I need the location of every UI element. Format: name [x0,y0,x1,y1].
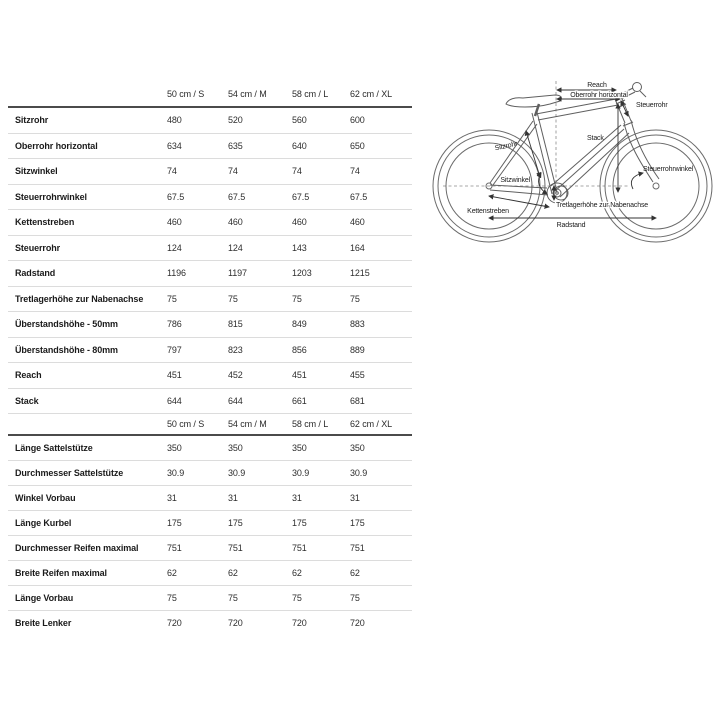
diagram-label-steuerrohrwinkel: Steuerrohrwinkel [643,166,694,173]
row-value-s: 480 [167,115,182,126]
diagram-label-reach: Reach [587,82,607,89]
row-value-s: 1196 [167,268,186,279]
row-value-xl: 751 [350,543,365,553]
size-header-xl: 62 cm / XL [350,419,393,429]
row-value-m: 75 [228,593,238,603]
table-row [8,338,412,364]
bike-geometry-diagram [428,70,720,248]
diagram-label-radstand: Radstand [556,222,586,229]
row-label: Kettenstreben [15,217,75,228]
row-label: Radstand [15,268,56,279]
size-header-xl: 62 cm / XL [350,89,393,99]
table-row [8,287,412,313]
row-value-s: 30.9 [167,468,185,478]
row-value-m: 720 [228,618,243,628]
size-header-row-top [8,82,412,108]
row-value-l: 640 [292,140,307,151]
row-value-l: 751 [292,543,307,553]
row-value-m: 644 [228,395,243,406]
row-value-m: 31 [228,493,238,503]
row-value-s: 460 [167,217,182,228]
size-header-l: 58 cm / L [292,89,329,99]
front-wheel-icon [600,130,712,242]
row-value-l: 75 [292,593,302,603]
row-value-l: 460 [292,217,307,228]
row-value-s: 451 [167,370,182,381]
row-value-m: 124 [228,242,243,253]
size-header-m: 54 cm / M [228,419,267,429]
row-value-s: 786 [167,319,182,330]
row-value-xl: 62 [350,568,360,578]
row-value-l: 856 [292,344,307,355]
row-label: Überstandshöhe - 50mm [15,319,118,330]
row-value-xl: 75 [350,293,360,304]
row-value-m: 815 [228,319,243,330]
diagram-label-oberrohr: Oberrohr horizontal [570,92,628,99]
row-value-m: 30.9 [228,468,246,478]
row-value-s: 62 [167,568,177,578]
diagram-label-steuerrohr: Steuerrohr [636,102,668,109]
row-value-s: 124 [167,242,182,253]
table-row [8,561,412,586]
row-value-s: 720 [167,618,182,628]
row-value-l: 75 [292,293,302,304]
table-row [8,134,412,160]
row-label: Breite Reifen maximal [15,568,107,578]
table-row [8,389,412,415]
row-value-m: 1197 [228,268,247,279]
row-value-xl: 455 [350,370,365,381]
row-label: Sitzrohr [15,115,49,126]
row-label: Winkel Vorbau [15,493,76,503]
row-label: Sitzwinkel [15,166,58,177]
row-value-m: 74 [228,166,238,177]
diagram-label-sitzwinkel: Sitzwinkel [500,177,530,184]
size-header-row-middle [8,414,412,436]
row-value-s: 74 [167,166,177,177]
row-value-m: 75 [228,293,238,304]
row-value-xl: 30.9 [350,468,368,478]
diagram-label-kettenstreben: Kettenstreben [467,208,509,215]
diagram-label-tretlagerhoehe: Tretlagerhöhe zur Nabenachse [556,202,649,209]
row-label: Überstandshöhe - 80mm [15,344,118,355]
table-row [8,363,412,389]
steuerrohrwinkel-arc [631,173,643,189]
table-row [8,586,412,611]
table-row [8,185,412,211]
row-value-s: 751 [167,543,182,553]
row-value-s: 75 [167,293,177,304]
row-value-m: 751 [228,543,243,553]
row-label: Steuerrohrwinkel [15,191,87,202]
row-value-s: 797 [167,344,182,355]
row-value-xl: 883 [350,319,365,330]
row-label: Länge Sattelstütze [15,443,93,453]
row-value-m: 635 [228,140,243,151]
row-label: Länge Vorbau [15,593,74,603]
table-section-frame-geometry [8,108,412,414]
row-value-m: 175 [228,518,243,528]
row-value-m: 823 [228,344,243,355]
table-row [8,611,412,635]
row-value-l: 31 [292,493,302,503]
row-label: Länge Kurbel [15,518,72,528]
table-row [8,312,412,338]
kettenstreben-arrow [489,196,549,207]
row-value-s: 350 [167,443,182,453]
row-value-l: 451 [292,370,307,381]
row-label: Tretlagerhöhe zur Nabenachse [15,293,144,304]
row-value-s: 644 [167,395,182,406]
table-row [8,511,412,536]
row-value-l: 62 [292,568,302,578]
row-value-m: 520 [228,115,243,126]
row-label: Durchmesser Reifen maximal [15,543,139,553]
table-row [8,461,412,486]
row-value-m: 350 [228,443,243,453]
row-value-l: 143 [292,242,307,253]
diagram-label-sitzrohr: Sitzrohr [494,140,519,153]
row-label: Oberrohr horizontal [15,140,98,151]
table-row [8,236,412,262]
table-row [8,536,412,561]
row-value-l: 1203 [292,268,312,279]
row-value-s: 175 [167,518,182,528]
row-value-l: 67.5 [292,191,310,202]
row-value-xl: 350 [350,443,365,453]
size-header-l: 58 cm / L [292,419,329,429]
row-value-s: 67.5 [167,191,185,202]
table-row [8,159,412,185]
diagram-label-stack: Stack [587,135,604,142]
row-value-xl: 74 [350,166,360,177]
size-header-m: 54 cm / M [228,89,267,99]
row-value-xl: 460 [350,217,365,228]
row-value-l: 560 [292,115,307,126]
row-value-s: 75 [167,593,177,603]
row-value-s: 31 [167,493,177,503]
row-value-xl: 75 [350,593,360,603]
row-value-l: 849 [292,319,307,330]
row-value-xl: 1215 [350,268,370,279]
table-section-components [8,436,412,635]
table-row [8,108,412,134]
row-value-xl: 889 [350,344,365,355]
row-value-s: 634 [167,140,182,151]
row-value-xl: 720 [350,618,365,628]
row-value-xl: 31 [350,493,360,503]
row-value-m: 452 [228,370,243,381]
row-value-m: 62 [228,568,238,578]
row-value-m: 460 [228,217,243,228]
row-value-xl: 681 [350,395,365,406]
table-row [8,436,412,461]
row-label: Reach [15,370,42,381]
row-value-l: 720 [292,618,307,628]
row-label: Steuerrohr [15,242,61,253]
row-value-l: 30.9 [292,468,310,478]
row-label: Breite Lenker [15,618,72,628]
size-header-s: 50 cm / S [167,419,205,429]
row-value-m: 67.5 [228,191,246,202]
row-value-l: 175 [292,518,307,528]
row-value-xl: 600 [350,115,365,126]
table-row [8,210,412,236]
geometry-table [8,82,412,635]
row-value-xl: 67.5 [350,191,368,202]
dimension-arrows [489,90,656,218]
size-header-s: 50 cm / S [167,89,205,99]
table-row [8,261,412,287]
row-label: Stack [15,395,39,406]
row-value-l: 74 [292,166,302,177]
row-value-xl: 164 [350,242,365,253]
table-row [8,486,412,511]
row-value-xl: 650 [350,140,365,151]
row-value-l: 661 [292,395,307,406]
steuerrohr-arrow [621,101,628,116]
row-value-l: 350 [292,443,307,453]
row-label: Durchmesser Sattelstütze [15,468,124,478]
row-value-xl: 175 [350,518,365,528]
